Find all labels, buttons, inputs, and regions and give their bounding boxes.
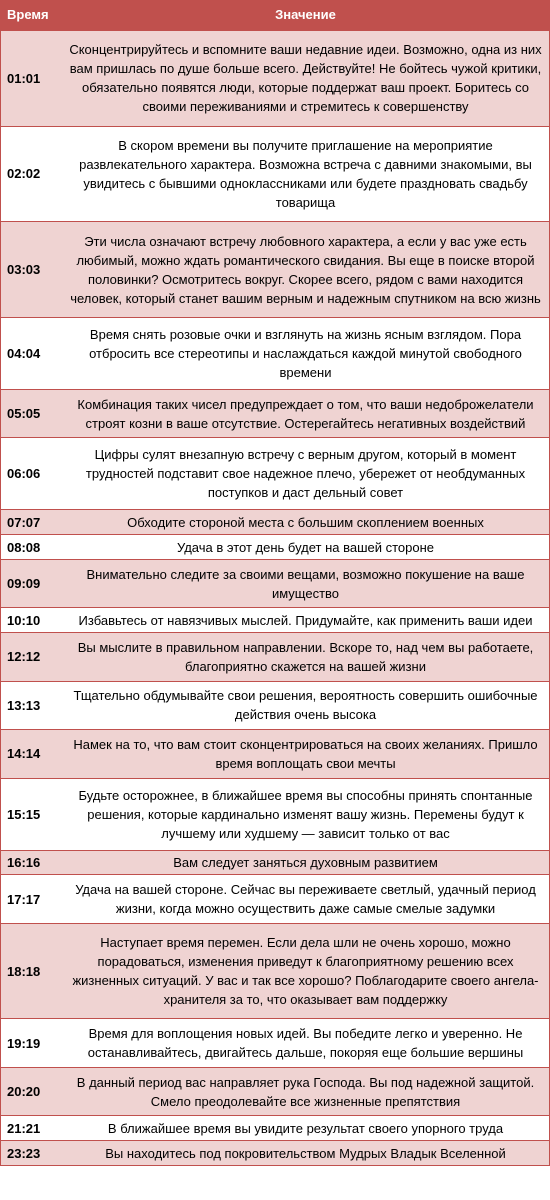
row-time-cell: 19:19 <box>1 1019 62 1067</box>
table-row <box>1 1141 549 1165</box>
row-time-cell: 09:09 <box>1 560 62 608</box>
row-meaning-cell: Цифры сулят внезапную встречу с верным другом, который в момент трудностей подставит свое надежное плечо, убережет от необдуманных поступков и даст дельный совет <box>62 438 549 510</box>
table-row <box>1 317 549 389</box>
table-row <box>1 1019 549 1067</box>
table-row <box>1 923 549 1019</box>
row-meaning-cell: Обходите стороной места с большим скоплением военных <box>62 510 549 535</box>
table-row <box>1 1067 549 1115</box>
table-header-row <box>1 0 549 31</box>
row-meaning-cell: В ближайшее время вы увидите результат своего упорного труда <box>62 1116 549 1141</box>
row-meaning-cell: Сконцентрируйтесь и вспомните ваши недавние идеи. Возможно, одна из них вам пришлась по душе больше всего. Действуйте! Не бойтесь чужой критики, обязательно появятся люди, которые поддержат ваш проект. Боритесь со своими переживаниями и стремитесь к совершенству <box>62 31 549 127</box>
row-time-cell: 07:07 <box>1 510 62 535</box>
table-row <box>1 438 549 510</box>
row-meaning-cell: Наступает время перемен. Если дела шли не очень хорошо, можно порадоваться, изменения приведут к благоприятному решению всех жизненных ситуаций. У вас и так все хорошо? Поблагодарите своего ангела-хранителя за то, что оказывает вам поддержку <box>62 923 549 1019</box>
table-row <box>1 875 549 923</box>
row-meaning-cell: Тщательно обдумывайте свои решения, вероятность совершить ошибочные действия очень высока <box>62 681 549 729</box>
row-meaning-cell: В скором времени вы получите приглашение на мероприятие развлекательного характера. Возможна встреча с давними знакомыми, вы увидитесь с бывшими одноклассниками или будете праздновать свадьбу товарища <box>62 126 549 222</box>
row-time-cell: 10:10 <box>1 608 62 633</box>
row-meaning-cell: Внимательно следите за своими вещами, возможно покушение на ваше имущество <box>62 560 549 608</box>
table-body <box>1 31 549 1166</box>
column-header-value: Значение <box>62 0 549 31</box>
table-row <box>1 126 549 222</box>
row-time-cell: 04:04 <box>1 317 62 389</box>
table-row <box>1 681 549 729</box>
row-meaning-cell: Удача на вашей стороне. Сейчас вы переживаете светлый, удачный период жизни, когда можно осуществить даже самые смелые задумки <box>62 875 549 923</box>
row-time-cell: 02:02 <box>1 126 62 222</box>
table-row <box>1 778 549 850</box>
row-meaning-cell: Эти числа означают встречу любовного характера, а если у вас уже есть любимый, можно ждать романтического свидания. Вы еще в поиске второй половинки? Осмотритесь вокруг. Скорее всего, рядом с вами находится человек, который станет вашим верным и надежным спутником на всю жизнь <box>62 222 549 318</box>
row-time-cell: 20:20 <box>1 1067 62 1115</box>
row-time-cell: 17:17 <box>1 875 62 923</box>
row-time-cell: 23:23 <box>1 1141 62 1165</box>
row-time-cell: 15:15 <box>1 778 62 850</box>
row-meaning-cell: Время для воплощения новых идей. Вы победите легко и уверенно. Не останавливайтесь, двигайтесь дальше, покоряя еще большие вершины <box>62 1019 549 1067</box>
row-meaning-cell: Намек на то, что вам стоит сконцентрироваться на своих желаниях. Пришло время воплощать свои мечты <box>62 730 549 778</box>
table-row <box>1 535 549 560</box>
row-meaning-cell: Вы находитесь под покровительством Мудрых Владык Вселенной <box>62 1141 549 1165</box>
column-header-time: Время <box>1 0 62 31</box>
time-meanings-table <box>1 0 549 1165</box>
row-time-cell: 01:01 <box>1 31 62 127</box>
row-meaning-cell: Избавьтесь от навязчивых мыслей. Придумайте, как применить ваши идеи <box>62 608 549 633</box>
row-time-cell: 06:06 <box>1 438 62 510</box>
row-time-cell: 21:21 <box>1 1116 62 1141</box>
row-meaning-cell: Вы мыслите в правильном направлении. Вскоре то, над чем вы работаете, благоприятно скажется на вашей жизни <box>62 633 549 681</box>
row-meaning-cell: Время снять розовые очки и взглянуть на жизнь ясным взглядом. Пора отбросить все стереотипы и наслаждаться каждой минутой свободного времени <box>62 317 549 389</box>
table-row <box>1 633 549 681</box>
table-row <box>1 1116 549 1141</box>
row-time-cell: 16:16 <box>1 850 62 875</box>
row-meaning-cell: В данный период вас направляет рука Господа. Вы под надежной защитой. Смело преодолевайте все жизненные препятствия <box>62 1067 549 1115</box>
row-time-cell: 14:14 <box>1 730 62 778</box>
table-row <box>1 389 549 437</box>
row-meaning-cell: Комбинация таких чисел предупреждает о том, что ваши недоброжелатели строят козни в ваше отсутствие. Остерегайтесь негативных воздействий <box>62 389 549 437</box>
table-row <box>1 850 549 875</box>
row-time-cell: 12:12 <box>1 633 62 681</box>
row-time-cell: 03:03 <box>1 222 62 318</box>
row-time-cell: 13:13 <box>1 681 62 729</box>
row-time-cell: 18:18 <box>1 923 62 1019</box>
row-time-cell: 05:05 <box>1 389 62 437</box>
table-row <box>1 730 549 778</box>
table-row <box>1 560 549 608</box>
table-row <box>1 31 549 127</box>
table-row <box>1 510 549 535</box>
row-meaning-cell: Удача в этот день будет на вашей стороне <box>62 535 549 560</box>
table-row <box>1 222 549 318</box>
row-time-cell: 08:08 <box>1 535 62 560</box>
row-meaning-cell: Вам следует заняться духовным развитием <box>62 850 549 875</box>
row-meaning-cell: Будьте осторожнее, в ближайшее время вы способны принять спонтанные решения, которые кардинально изменят вашу жизнь. Перемены будут к лучшему или худшему — зависит только от вас <box>62 778 549 850</box>
table-row <box>1 608 549 633</box>
